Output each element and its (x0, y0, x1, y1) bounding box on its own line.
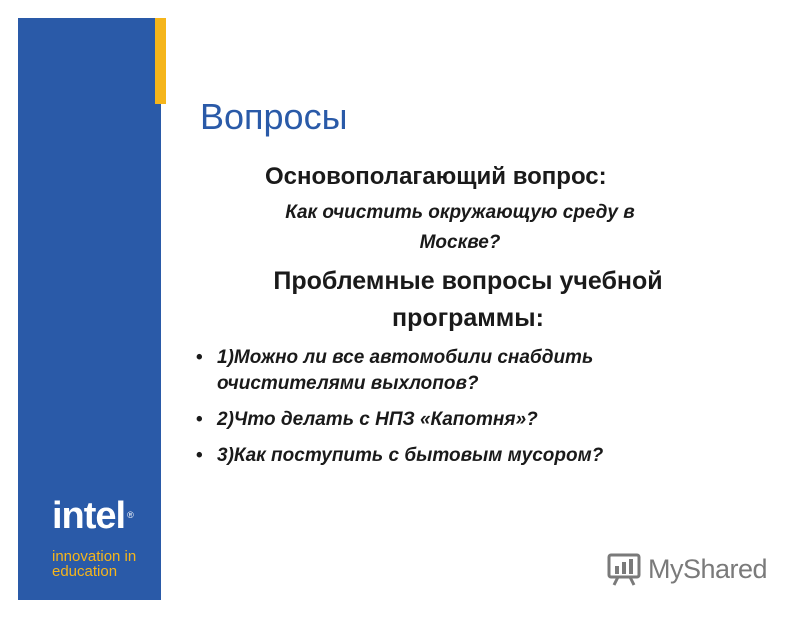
list-item (196, 345, 756, 397)
essential-question (200, 198, 720, 258)
list-item-line-1: 3)Как поступить с бытовым мусором? (217, 445, 604, 466)
essential-question-line-1: Как очистить окружающую среду в (285, 202, 635, 223)
accent-bar (155, 18, 166, 104)
list-item-line-1: 1)Можно ли все автомобили снабдить (217, 347, 594, 368)
watermark (606, 551, 767, 587)
tagline-line-2: education (52, 563, 118, 580)
list-item-line-1: 2)Что делать с НПЗ «Капотня»? (217, 409, 538, 430)
essential-question-heading: Основополагающий вопрос: (265, 163, 607, 190)
essential-question-line-2: Москве? (419, 232, 501, 253)
registered-mark: ® (127, 510, 133, 520)
logo-text: intel (52, 495, 126, 537)
bullet-icon: • (196, 445, 203, 466)
list-item (196, 407, 756, 433)
tagline (52, 549, 136, 579)
tagline-line-1: innovation in (52, 548, 137, 565)
watermark-text: MyShared (648, 553, 768, 584)
slide-title: Вопросы (200, 96, 348, 137)
list-item (196, 443, 756, 469)
problem-questions-heading (200, 263, 736, 337)
presentation-board-icon (606, 551, 642, 587)
problem-questions-list (196, 345, 756, 479)
intel-logo (52, 497, 133, 535)
problem-heading-line-2: программы: (392, 304, 544, 332)
problem-heading-line-1: Проблемные вопросы учебной (273, 267, 663, 295)
bullet-icon: • (196, 409, 203, 430)
bullet-icon: • (196, 347, 203, 368)
list-item-line-2: очистителями выхлопов? (217, 373, 479, 394)
